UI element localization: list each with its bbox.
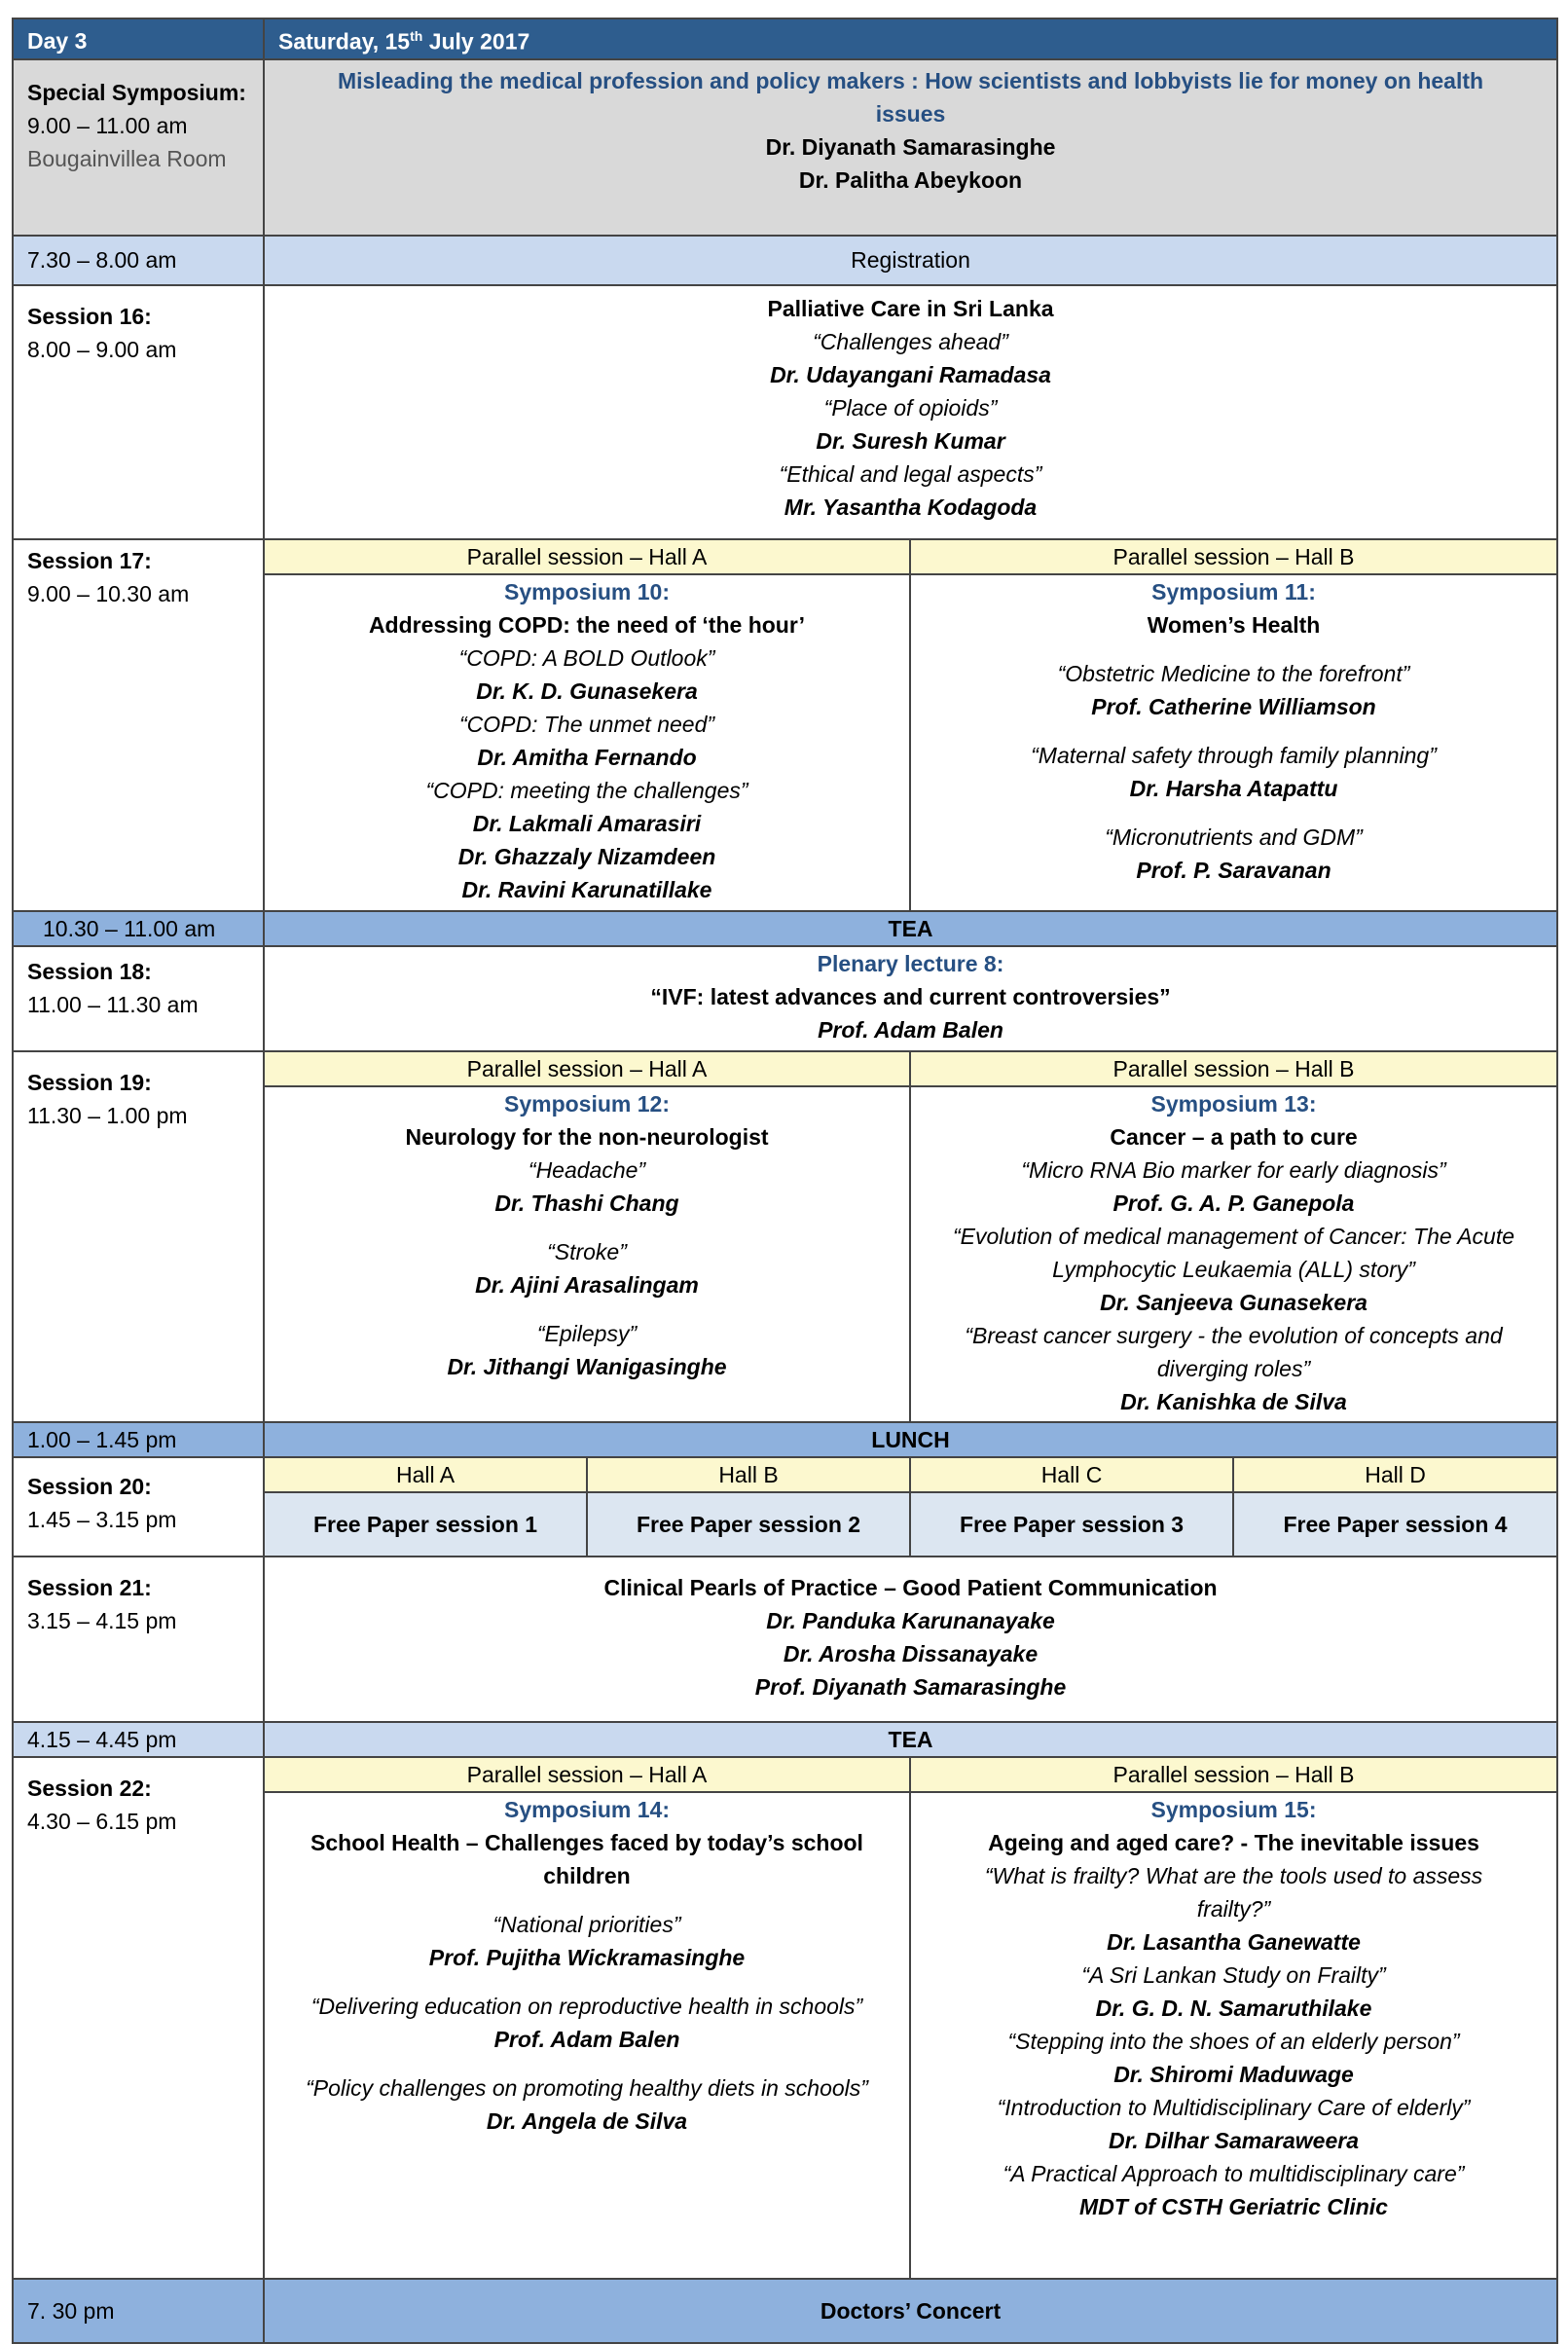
talk-speaker: Dr. K. D. Gunasekera (476, 678, 698, 704)
special-speaker: Dr. Palitha Abeykoon (798, 166, 1023, 193)
talk-speaker: Dr. Dilhar Samaraweera (1109, 2127, 1359, 2153)
talk-topic: “What is frailty? What are the tools used to assess frailty?” (984, 1862, 1483, 1922)
symposium-13-cell (910, 1086, 1557, 1422)
talk-speaker: Dr. Shiromi Maduwage (1113, 2061, 1354, 2087)
talk-topic: “National priorities” (492, 1911, 681, 1937)
talk-speaker: Dr. G. D. N. Samaruthilake (1095, 1995, 1372, 2021)
talk-topic: “A Practical Approach to multidisciplinary care” (1003, 2160, 1465, 2186)
hall-header: Hall D (1233, 1457, 1557, 1492)
session-22-hall-row (13, 1757, 1557, 1792)
session-title: Clinical Pearls of Practice – Good Patient Communication (603, 1574, 1218, 1600)
talk-topic: “Ethical and legal aspects” (779, 460, 1042, 487)
special-symposium-time: 9.00 – 11.00 am (27, 112, 188, 138)
talk-topic: “Stepping into the shoes of an elderly person” (1007, 2028, 1460, 2054)
talk-topic: “Obstetric Medicine to the forefront” (1057, 660, 1410, 686)
symposium-10-cell (264, 574, 910, 911)
talk-topic: “A Sri Lankan Study on Frailty” (1081, 1961, 1386, 1988)
session-21-content (264, 1557, 1557, 1722)
symposium-title: Addressing COPD: the need of ‘the hour’ (368, 611, 806, 638)
day-label: Day 3 (13, 18, 264, 59)
symposium-11-cell (910, 574, 1557, 911)
session-title: Palliative Care in Sri Lanka (767, 295, 1054, 321)
talk-speaker: Dr. Panduka Karunanayake (766, 1607, 1055, 1633)
session-21-row (13, 1557, 1557, 1722)
registration-time: 7.30 – 8.00 am (13, 236, 264, 285)
tea-time: 4.15 – 4.45 pm (13, 1722, 264, 1757)
talk-speaker: Dr. Angela de Silva (486, 2107, 688, 2134)
hall-a-header: Parallel session – Hall A (264, 1051, 910, 1086)
session-time: 11.30 – 1.00 pm (27, 1102, 188, 1128)
concert-row (13, 2279, 1557, 2343)
symposium-title: Women’s Health (1147, 611, 1321, 638)
talk-topic: “Delivering education on reproductive health in schools” (310, 1993, 863, 2019)
session-22-label-cell (13, 1757, 264, 2279)
session-label: Session 17: (27, 547, 152, 573)
talk-topic: “Epilepsy” (536, 1320, 638, 1346)
talk-topic: “Maternal safety through family planning” (1031, 742, 1437, 768)
free-paper-session: Free Paper session 3 (910, 1492, 1233, 1557)
talk-topic: “Micro RNA Bio marker for early diagnosis” (1021, 1156, 1446, 1183)
talk-topic: “Breast cancer surgery - the evolution of concepts and diverging roles” (965, 1322, 1503, 1381)
session-label: Session 16: (27, 303, 152, 329)
talk-speaker: Dr. Sanjeeva Gunasekera (1100, 1289, 1367, 1315)
session-label: Session 19: (27, 1069, 152, 1095)
tea-time: 10.30 – 11.00 am (13, 911, 264, 946)
date-label: Saturday, 15th July 2017 (264, 18, 1557, 59)
hall-b-header: Parallel session – Hall B (910, 1757, 1557, 1792)
talk-speaker: Prof. Pujitha Wickramasinghe (428, 1944, 746, 1970)
talk-speaker: Dr. Kanishka de Silva (1120, 1388, 1347, 1414)
symposium-number: Symposium 13: (1150, 1090, 1317, 1117)
session-16-label-cell (13, 285, 264, 539)
talk-speaker: Prof. Adam Balen (493, 2026, 680, 2052)
session-label: Session 18: (27, 958, 152, 984)
session-time: 9.00 – 10.30 am (27, 580, 190, 606)
talk-speaker: Dr. Lasantha Ganewatte (1107, 1928, 1361, 1955)
talk-speaker: Prof. Diyanath Samarasinghe (754, 1673, 1067, 1700)
symposium-number: Symposium 11: (1151, 578, 1316, 604)
talk-speaker: Dr. Ravini Karunatillake (461, 876, 712, 902)
session-time: 11.00 – 11.30 am (27, 991, 199, 1017)
session-17-label-cell (13, 539, 264, 911)
session-18-label-cell (13, 946, 264, 1051)
talk-topic: “Challenges ahead” (813, 328, 1008, 354)
session-label: Session 22: (27, 1775, 152, 1801)
symposium-title: Neurology for the non-neurologist (405, 1123, 769, 1150)
symposium-number: Symposium 14: (504, 1796, 670, 1822)
symposium-14-cell (264, 1792, 910, 2279)
symposium-15-cell (910, 1792, 1557, 2279)
free-paper-session: Free Paper session 2 (587, 1492, 910, 1557)
symposium-title: Cancer – a path to cure (1110, 1123, 1358, 1150)
session-19-label-cell (13, 1051, 264, 1422)
talk-speaker: Dr. Jithangi Wanigasinghe (447, 1353, 727, 1379)
talk-speaker: Dr. Amitha Fernando (477, 744, 697, 770)
session-time: 4.30 – 6.15 pm (27, 1808, 177, 1834)
talk-topic: “COPD: meeting the challenges” (425, 777, 748, 803)
talk-speaker: Dr. Lakmali Amarasiri (472, 810, 702, 836)
talk-topic: “Micronutrients and GDM” (1105, 824, 1363, 850)
session-18-content (264, 946, 1557, 1051)
talk-speaker: Prof. Catherine Williamson (1091, 693, 1376, 719)
talk-topic: “Policy challenges on promoting healthy diets in schools” (306, 2074, 868, 2101)
tea-label: TEA (264, 1722, 1557, 1757)
talk-speaker: Dr. Harsha Atapattu (1129, 775, 1338, 801)
session-time: 8.00 – 9.00 am (27, 336, 177, 362)
session-21-label-cell (13, 1557, 264, 1722)
plenary-title: “IVF: latest advances and current controversies” (650, 983, 1171, 1009)
talk-topic: “COPD: The unmet need” (458, 711, 715, 737)
tea-label: TEA (264, 911, 1557, 946)
concert-time: 7. 30 pm (13, 2279, 264, 2343)
special-symposium-label-cell (13, 59, 264, 236)
talk-speaker: Mr. Yasantha Kodagoda (784, 494, 1038, 520)
talk-topic: “COPD: A BOLD Outlook” (458, 644, 715, 671)
hall-a-header: Parallel session – Hall A (264, 1757, 910, 1792)
concert-label: Doctors’ Concert (264, 2279, 1557, 2343)
plenary-number: Plenary lecture 8: (817, 950, 1004, 976)
special-symposium-room: Bougainvillea Room (27, 145, 227, 171)
hall-a-header: Parallel session – Hall A (264, 539, 910, 574)
hall-header: Hall C (910, 1457, 1233, 1492)
session-19-hall-row (13, 1051, 1557, 1086)
symposium-title: School Health – Challenges faced by today’s school children (310, 1829, 863, 1888)
special-symposium-title: Misleading the medical profession and policy makers : How scientists and lobbyists lie for money on health issues (337, 67, 1484, 127)
talk-speaker: Dr. Thashi Chang (494, 1190, 679, 1216)
lunch-label: LUNCH (264, 1422, 1557, 1457)
symposium-title: Ageing and aged care? - The inevitable issues (988, 1829, 1479, 1855)
symposium-12-cell (264, 1086, 910, 1422)
talk-speaker: Dr. Ghazzaly Nizamdeen (457, 843, 716, 869)
registration-row (13, 236, 1557, 285)
talk-topic: “Stroke” (547, 1238, 627, 1264)
session-time: 1.45 – 3.15 pm (27, 1506, 177, 1532)
symposium-number: Symposium 10: (504, 578, 670, 604)
special-symposium-label: Special Symposium: (27, 79, 246, 105)
talk-speaker: Dr. Suresh Kumar (816, 427, 1005, 454)
special-speaker: Dr. Diyanath Samarasinghe (765, 133, 1056, 160)
talk-speaker: Dr. Ajini Arasalingam (475, 1271, 699, 1298)
symposium-number: Symposium 12: (504, 1090, 670, 1117)
special-symposium-content (264, 59, 1557, 236)
lunch-time: 1.00 – 1.45 pm (13, 1422, 264, 1457)
session-20-label-cell (13, 1457, 264, 1557)
talk-speaker: Prof. G. A. P. Ganepola (1112, 1190, 1355, 1216)
plenary-speaker: Prof. Adam Balen (818, 1016, 1003, 1043)
hall-b-header: Parallel session – Hall B (910, 539, 1557, 574)
talk-topic: “Place of opioids” (823, 394, 998, 421)
talk-speaker: Prof. P. Saravanan (1136, 857, 1331, 883)
tea-row (13, 911, 1557, 946)
hall-b-header: Parallel session – Hall B (910, 1051, 1557, 1086)
session-16-content (264, 285, 1557, 539)
programme-table (12, 18, 1558, 2344)
talk-topic: “Evolution of medical management of Cancer: The Acute Lymphocytic Leukaemia (ALL) story” (953, 1223, 1515, 1282)
free-paper-session: Free Paper session 1 (264, 1492, 587, 1557)
day-header-row (13, 18, 1557, 59)
session-17-hall-row (13, 539, 1557, 574)
hall-header: Hall A (264, 1457, 587, 1492)
talk-topic: “Headache” (528, 1156, 646, 1183)
talk-speaker: Dr. Arosha Dissanayake (783, 1640, 1039, 1666)
talk-speaker: Dr. Udayangani Ramadasa (770, 361, 1051, 387)
session-label: Session 21: (27, 1574, 152, 1600)
session-16-row (13, 285, 1557, 539)
session-18-row (13, 946, 1557, 1051)
hall-header: Hall B (587, 1457, 910, 1492)
tea-row (13, 1722, 1557, 1757)
session-20-hall-row (13, 1457, 1557, 1492)
session-label: Session 20: (27, 1473, 152, 1499)
symposium-number: Symposium 15: (1150, 1796, 1317, 1822)
talk-topic: “Introduction to Multidisciplinary Care of elderly” (997, 2094, 1471, 2120)
lunch-row (13, 1422, 1557, 1457)
special-symposium-row (13, 59, 1557, 236)
session-time: 3.15 – 4.15 pm (27, 1607, 177, 1633)
registration-label: Registration (264, 236, 1557, 285)
free-paper-session: Free Paper session 4 (1233, 1492, 1557, 1557)
talk-speaker: MDT of CSTH Geriatric Clinic (1079, 2193, 1388, 2219)
